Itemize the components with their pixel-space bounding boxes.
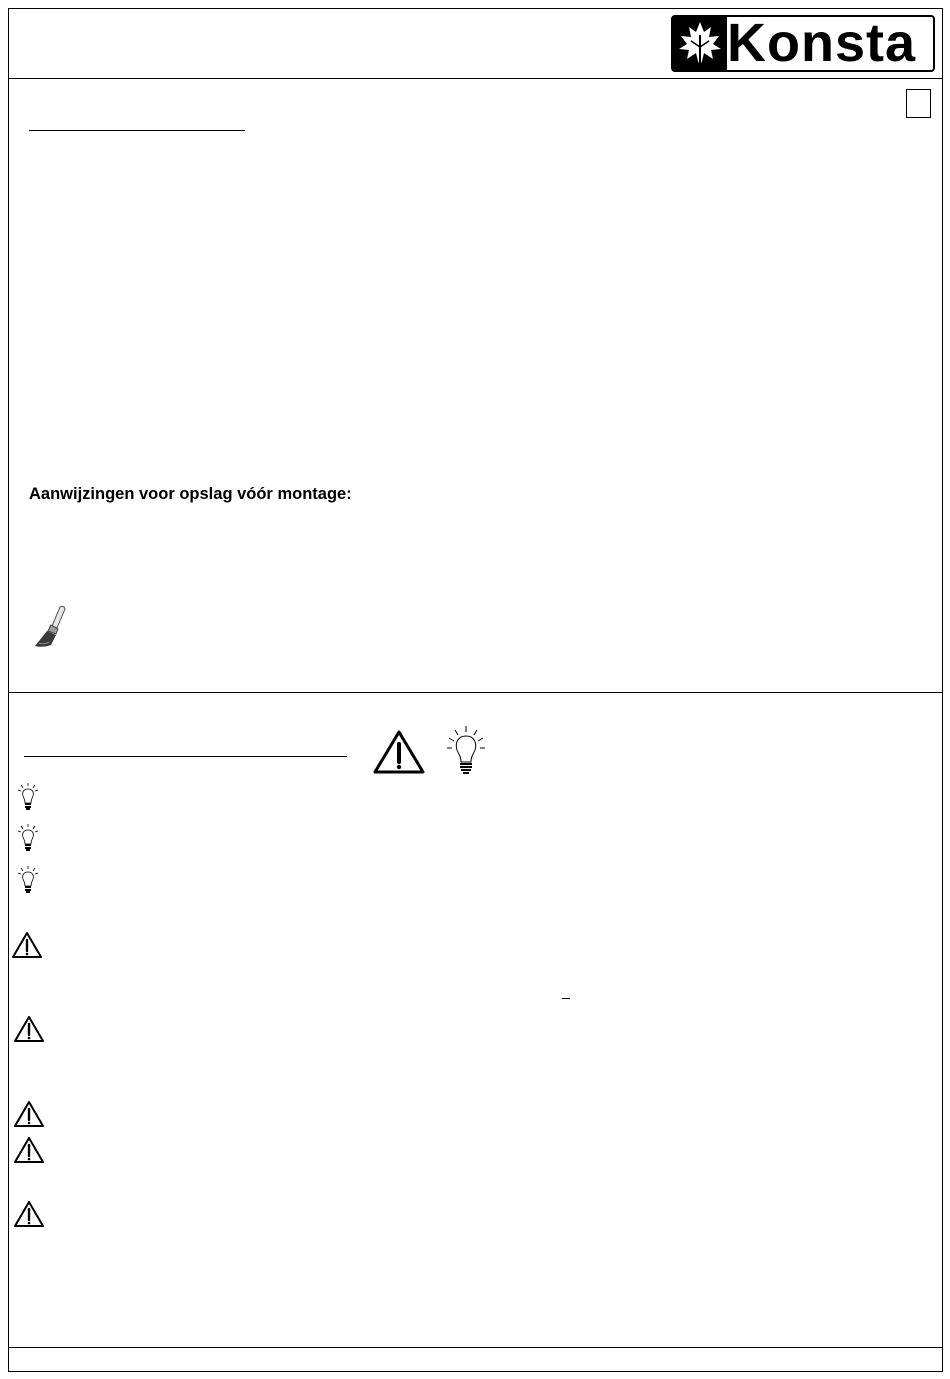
light-bulb-icon	[16, 782, 40, 811]
light-bulb-icon	[16, 823, 40, 852]
brand-logo	[671, 15, 935, 72]
warning-triangle-icon	[11, 931, 43, 959]
stray-dash	[562, 998, 570, 999]
storage-heading: Aanwijzingen voor opslag vóór montage:	[29, 485, 352, 503]
warning-triangle-icon	[13, 1200, 45, 1228]
brand-name: Konsta	[727, 15, 917, 72]
section-divider	[8, 692, 942, 693]
warning-triangle-icon	[13, 1136, 45, 1164]
warning-triangle-icon	[13, 1015, 45, 1043]
warning-triangle-icon	[13, 1100, 45, 1128]
paintbrush-icon	[30, 604, 70, 650]
right-border	[942, 8, 943, 1372]
safety-title-underline	[24, 756, 347, 757]
footer-divider-top	[8, 1347, 942, 1348]
top-border	[8, 8, 942, 9]
header-divider	[8, 78, 942, 79]
left-border	[8, 8, 9, 1372]
light-bulb-icon	[16, 865, 40, 894]
section-title-underline	[29, 130, 245, 131]
maple-leaf-icon	[673, 17, 727, 70]
warning-triangle-icon	[372, 729, 426, 775]
footer-divider-bottom	[8, 1371, 942, 1372]
language-box	[906, 89, 931, 118]
light-bulb-icon	[445, 724, 487, 776]
